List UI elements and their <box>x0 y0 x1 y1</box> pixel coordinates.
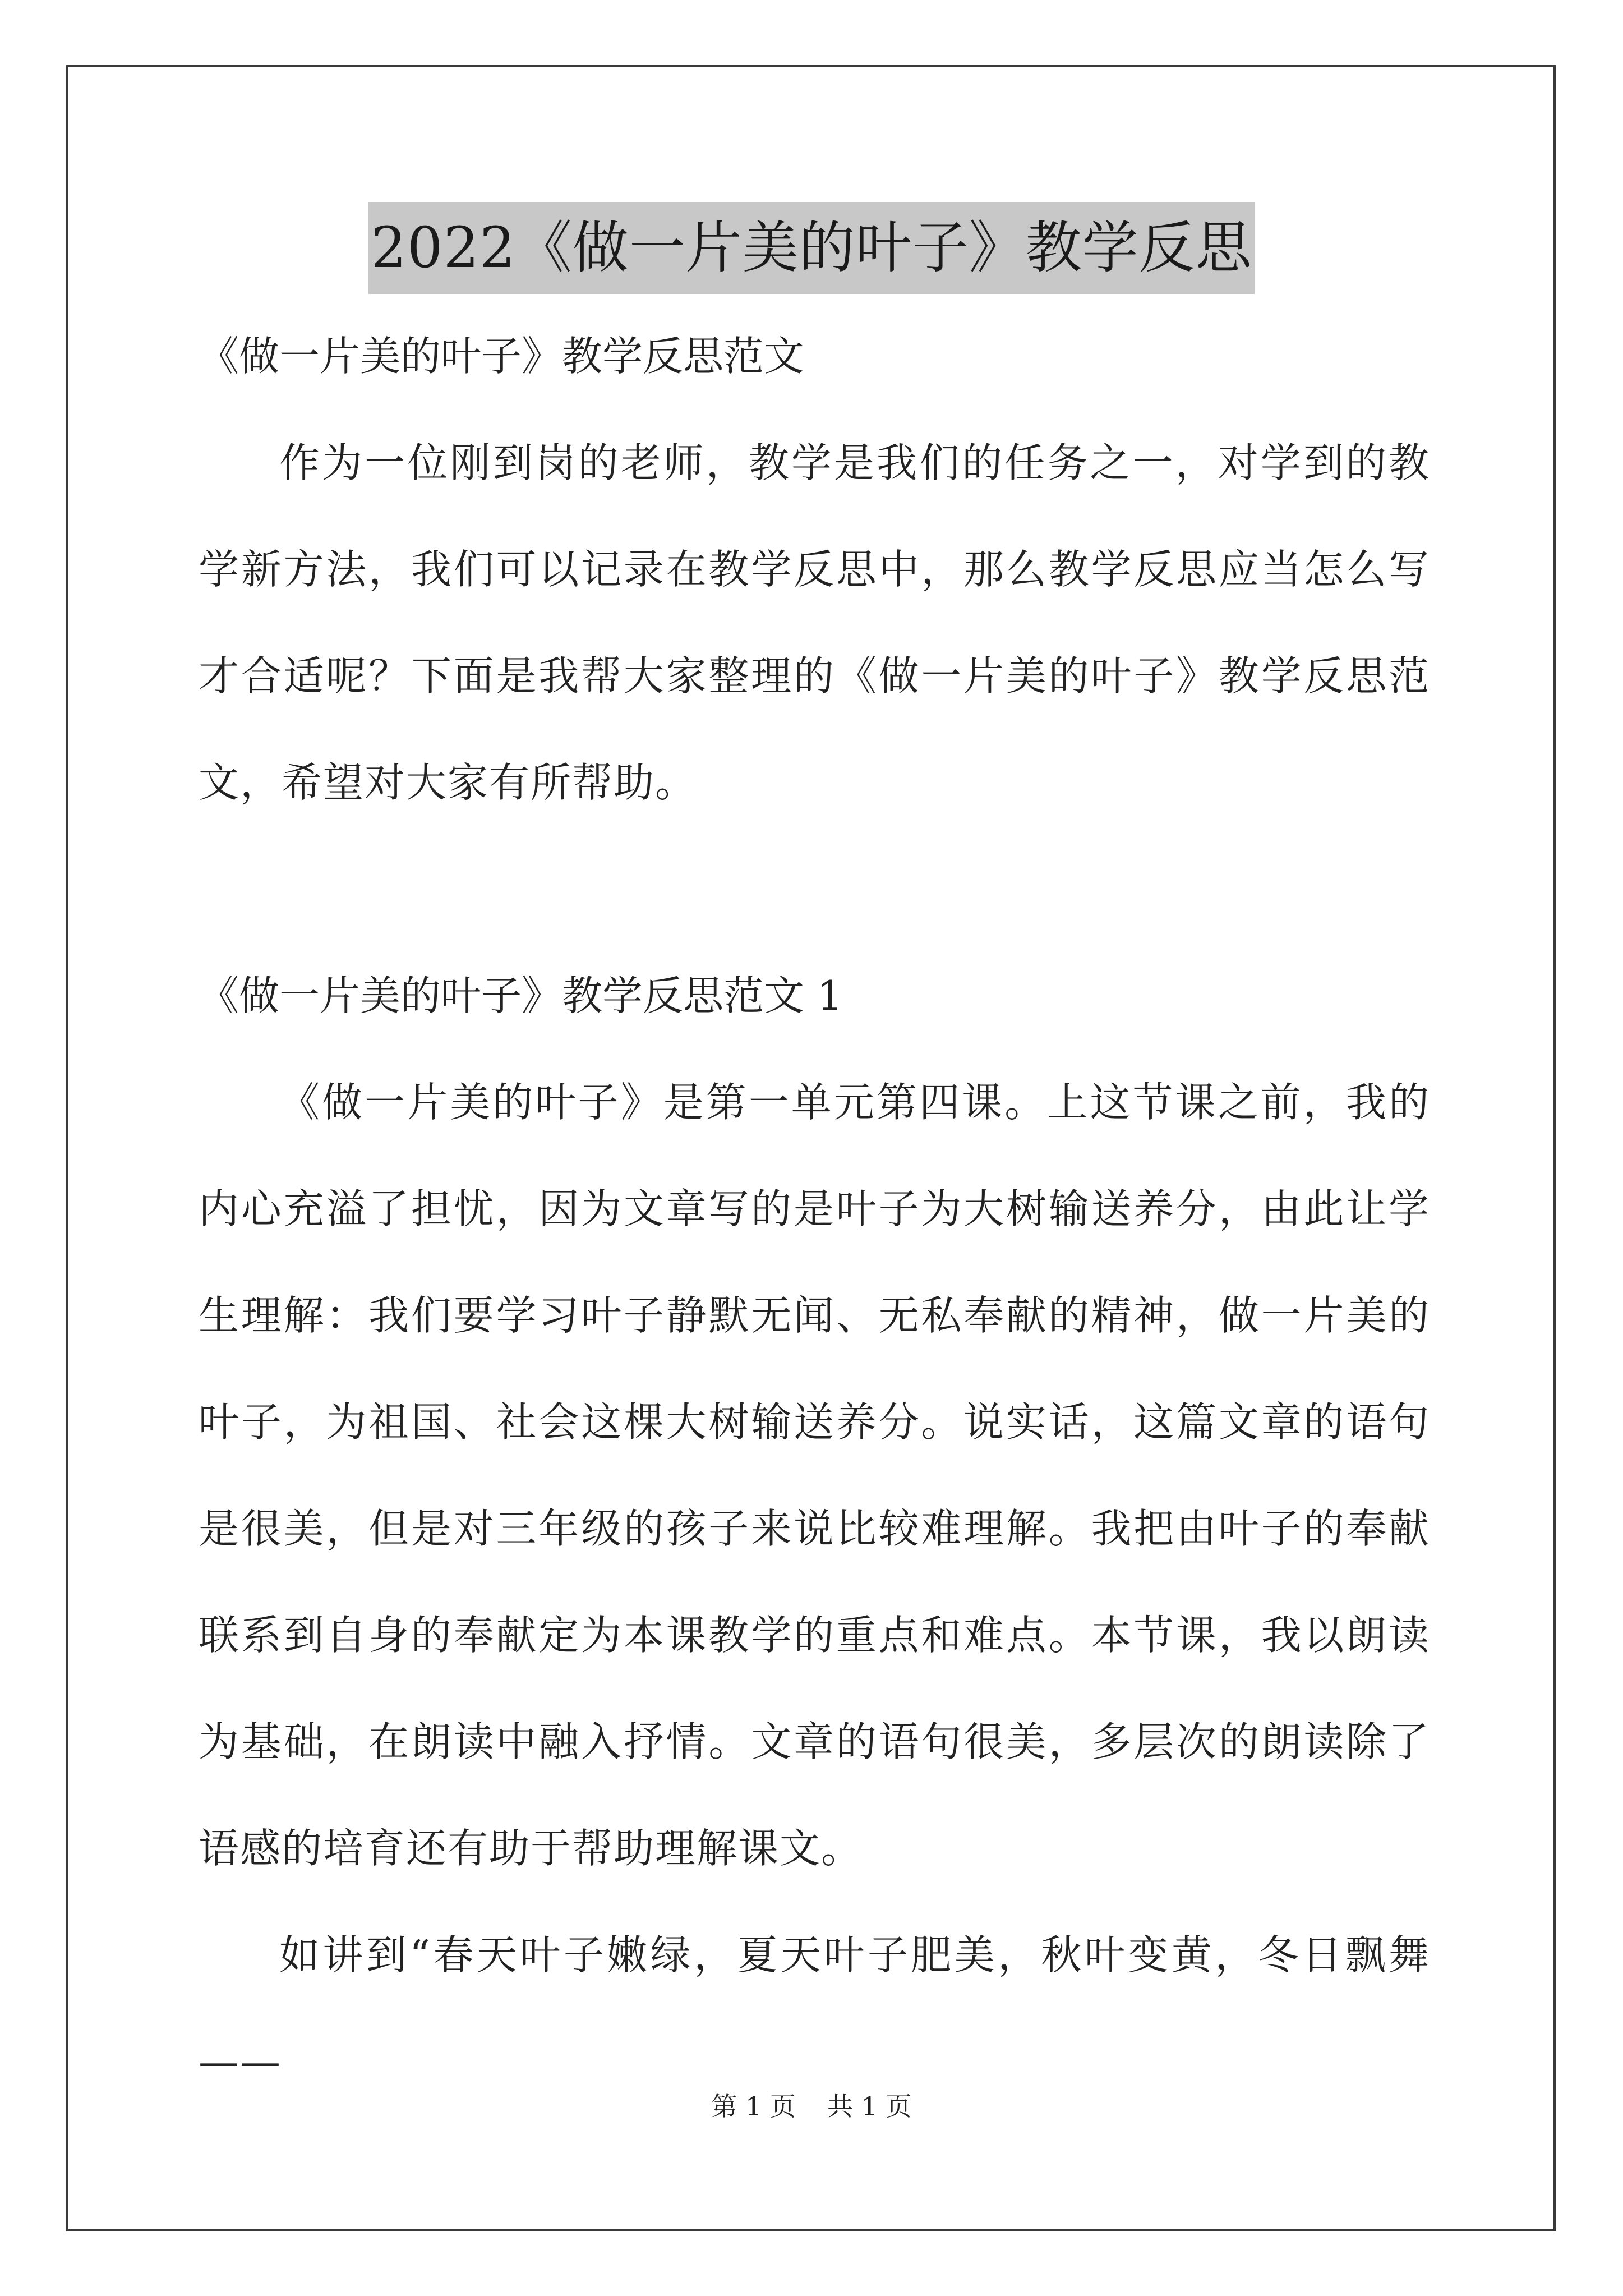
page-footer <box>0 2090 1623 2123</box>
section-spacer <box>199 836 1430 942</box>
intro-paragraph: 作为一位刚到岗的老师，教学是我们的任务之一，对学到的教学新方法，我们可以记录在教学反思中，那么教学反思应当怎么写才合适呢？下面是我帮大家整理的《做一片美的叶子》教学反思范文，希望对大家有所帮助。 <box>199 439 1430 806</box>
intro-heading: 《做一片美的叶子》教学反思范文 <box>199 333 805 380</box>
section1-paragraph-2: 如讲到“春天叶子嫩绿，夏天叶子肥美，秋叶变黄，冬日飘舞—— <box>199 1931 1430 2085</box>
section1-paragraph-1: 《做一片美的叶子》是第一单元第四课。上这节课之前，我的内心充溢了担忧，因为文章写的是叶子为大树输送养分，由此让学生理解：我们要学习叶子静默无闻、无私奉献的精神，做一片美的叶子，为祖国、社会这棵大树输送养分。说实话，这篇文章的语句是很美，但是对三年级的孩子来说比较难理解。我把由叶子的奉献联系到自身的奉献定为本课教学的重点和难点。本节课，我以朗读为基础，在朗读中融入抒情。文章的语句很美，多层次的朗读除了语感的培育还有助于帮助理解课文。 <box>199 1079 1430 1872</box>
title-container <box>0 202 1623 294</box>
page-number: 第 1 页 <box>711 2091 796 2122</box>
document-body <box>199 303 1430 2115</box>
page-total: 共 1 页 <box>827 2091 912 2122</box>
section1-heading: 《做一片美的叶子》教学反思范文 1 <box>199 972 843 1019</box>
document-title: 2022《做一片美的叶子》教学反思 <box>368 202 1255 294</box>
